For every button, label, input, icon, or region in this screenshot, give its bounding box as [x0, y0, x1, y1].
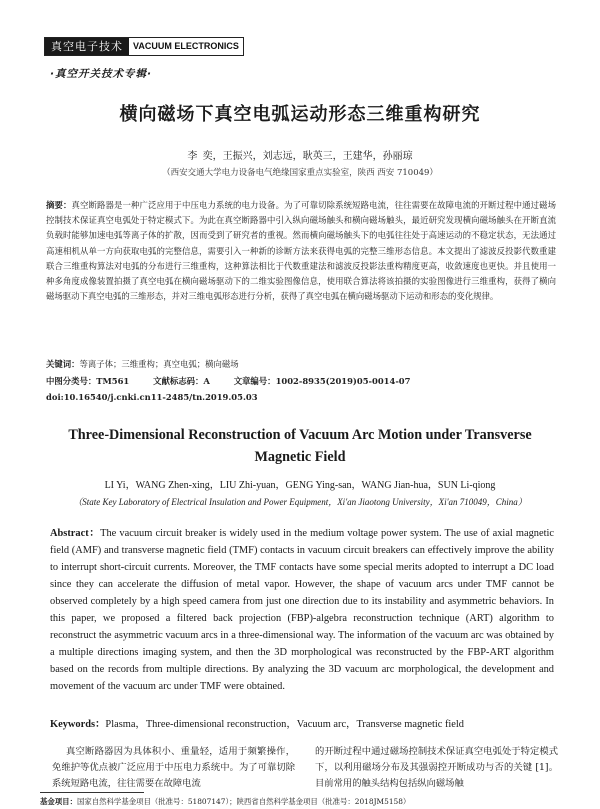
clc-label: 中图分类号： — [46, 376, 97, 386]
affiliation-en: （State Key Laboratory of Electrical Insulation and Power Equipment，Xi'an Jiaotong University，Xi'an 710049，China） — [73, 497, 527, 507]
doc-code-label: 文献标志码： — [153, 376, 204, 386]
authors-cn: 李 奕，王振兴，刘志远，耿英三，王建华，孙丽琼 — [187, 151, 413, 162]
journal-name-en: VACUUM ELECTRONICS — [129, 38, 243, 55]
abstract-cn-label: 摘要： — [46, 200, 72, 210]
abstract-en — [50, 525, 554, 695]
keywords-en-text: Plasma，Three-dimensional reconstruction，Vacuum arc，Transverse magnetic field — [105, 719, 464, 730]
doi: doi:10.16540/j.cnki.cn11-2485/tn.2019.05.03 — [46, 392, 258, 402]
body-column-left: 真空断路器因为具体积小、重量轻，适用于频繁操作，免维护等优点被广泛应用于中压电力系统中。为了可靠切除系统短路电流，往往需要在故障电流 — [52, 746, 295, 789]
journal-name-cn: 真空电子技术 — [45, 38, 129, 55]
keywords-cn — [46, 358, 239, 370]
journal-banner — [44, 37, 244, 56]
keywords-cn-text: 等离子体；三维重构；真空电弧；横向磁场 — [79, 359, 239, 369]
article-no-label: 文章编号： — [233, 376, 276, 386]
footnote-label: 基金项目： — [40, 797, 77, 806]
clc-value: TM561 — [96, 376, 130, 386]
article-no-value: 1002-8935(2019)05-0014-07 — [275, 376, 411, 386]
title-en: Three-Dimensional Reconstruction of Vacuum Arc Motion under Transverse Magnetic Field — [68, 427, 532, 465]
abstract-en-text: The vacuum circuit breaker is widely used in the medium voltage power system. The use of axial magnetic field (AMF) and transverse magnetic field (TMF) contacts in vacuum circuit breakers can effectively improve the ability to interrupt short-circuit currents. Moreover, the TMF contacts have some special merits adopted to interrupt a DC load since they can accelerate the diffusion of metal vapor. However, the shape of vacuum arcs under TMF cannot be observed completely by a high speed camera from just one direction due to its instability and asymmetric behaviors. In this paper, we proposed a filtered back projection (FBP)-algebra reconstruction technique (ART) algorithm to reconstruct the asymmetric vacuum arcs in a three-dimensional way. The information of the vacuum arc was obtained by a multiple directions imaging system, and then the 3D morphological was reconstructed by the FBP-ART algorithm based on the records from multiple directions. By analyzing the 3D vacuum arc morphological, the development and movement of the vacuum arc under TMF were obtained. — [50, 528, 554, 692]
column-tag: ·真空开关技术专辑· — [50, 68, 152, 80]
footnote — [40, 796, 580, 807]
abstract-en-label: Abstract： — [50, 528, 101, 539]
authors-en: LI Yi，WANG Zhen-xing，LIU Zhi-yuan，GENG Ying-san，WANG Jian-hua，SUN Li-qiong — [104, 480, 496, 491]
doc-code-value: A — [203, 376, 210, 386]
footnote-text: 国家自然科学基金项目（批准号：51807147）；陕西省自然科学基金项目（批准号：2018JM5158） — [76, 797, 411, 806]
body-column-right: 的开断过程中通过磁场控制技术保证真空电弧处于特定模式下，以利用磁场分布及其强弱控开断成功与否的关键 [1]。目前常用的触头结构包括纵向磁场触 — [315, 746, 558, 789]
classification-line — [46, 375, 410, 387]
abstract-cn-text: 真空断路器是一种广泛应用于中压电力系统的电力设备。为了可靠切除系统短路电流，往往需要在故障电流的开断过程中通过磁场控制技术保证真空电弧处于特定模式下。为此在真空断路器中引入纵向磁场触头和横向磁场触头，最近研究发现横向磁场触头在开断直流负载时能够加速电弧等离子体的扩散，因而受到了研究者的重视。然而横向磁场触头下的电弧往往处于高速运动的不稳定状态，无法通过高速相机从单一方向获取电弧的完整信息，需要引入一种新的诊断方法来获得电弧的完整三维形态信息。本文提出了滤波反投影代数重建联合三维重构算法对电弧的分布进行三维重构，这种算法相比于代数重建法和滤波反投影法重构精度更高，收敛速度也更快。并且使用一种多角度成像装置拍摄了真空电弧在横向磁场驱动下的二维实验图像信息，使用联合算法将该拍摄的实验图像进行三维重构，获得了横向磁场驱动下真空电弧的三维形态，并对三维电弧形态进行分析，获得了真空电弧在横向磁场驱动下运动和形态的变化规律。 — [46, 200, 557, 302]
keywords-cn-label: 关键词： — [46, 359, 80, 369]
keywords-en — [50, 715, 560, 730]
title-cn: 横向磁场下真空电弧运动形态三维重构研究 — [119, 104, 481, 125]
affiliation-cn: （西安交通大学电力设备电气绝缘国家重点实验室，陕西 西安 710049） — [162, 168, 438, 178]
abstract-cn — [46, 198, 556, 304]
footnote-divider — [40, 792, 144, 793]
keywords-en-label: Keywords： — [50, 719, 106, 730]
